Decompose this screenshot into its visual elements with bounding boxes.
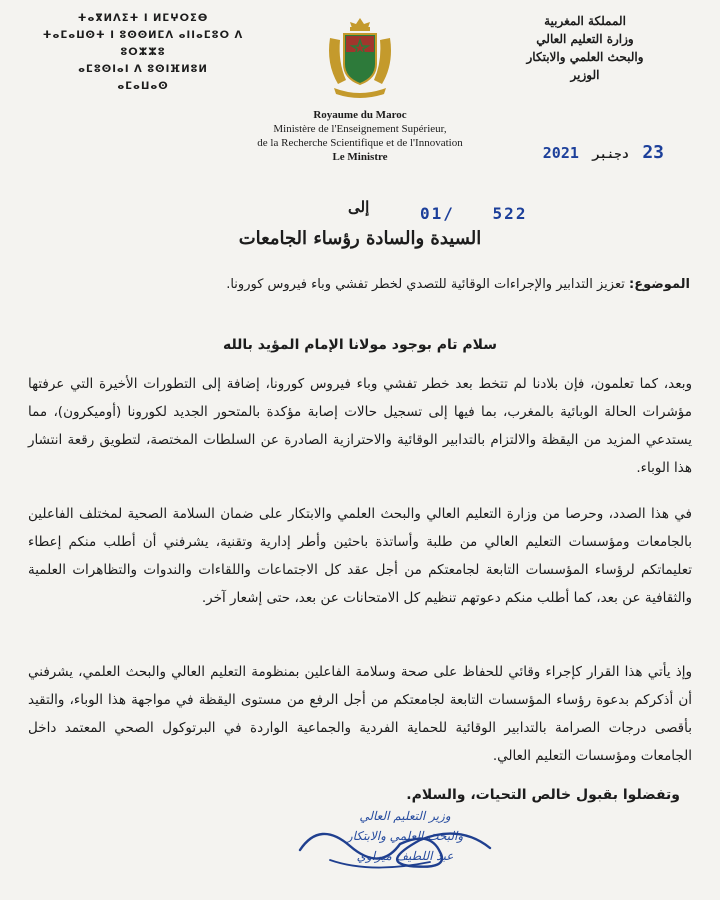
- french-header: [230, 108, 490, 164]
- ministry-fr-2: de la Recherche Scientifique et de l'Innovation: [257, 137, 463, 149]
- body-paragraph: وبعد، كما تعلمون، فإن بلادنا لم تتخط بعد خطر تفشي وباء فيروس كورونا، إضافة إلى التطورات الأخيرة التي عرفتها مؤشرات الحالة الوبائية بالمغرب، بما فيها إلى تسجيل حالات إصابة مؤكدة بالمتحور الجديد لكورونا (أوميكرون)، مما يستدعي المزيد من اليقظة والالتزام بالتدابير الوقائية والاحترازية الصادرة عن السلطات المختصة، لتطويق رقعة انتشار هذا الوباء.: [28, 376, 692, 476]
- signature-title-2: والبحث العلمي والابتكار: [346, 829, 464, 843]
- greeting: سلام تام بوجود مولانا الإمام المؤيد بالله: [222, 337, 498, 353]
- minister-label: الوزير: [570, 68, 600, 82]
- body-paragraph: وإذ يأتي هذا القرار كإجراء وقائي للحفاظ على صحة وسلامة الفاعلين بمنظومة التعليم العالي والبحث العلمي، يشرفني أن أذكركم بدعوة رؤساء المؤسسات التابعة لجامعتكم من أجل الرفع من مستوى اليقظة في مواجهة هذا الوباء، والتقيد بأقصى درجات الصرامة بالتدابير الوقائية للحماية الفردية والجماعية الواردة في البرتوكول الصحي المعتمد داخل الجامعات ومؤسسات التعليم العالي.: [28, 664, 692, 764]
- date-year: 2021: [542, 144, 579, 162]
- subject-label: الموضوع:: [629, 277, 690, 292]
- to-label: إلى: [348, 198, 370, 216]
- subject-line: [30, 274, 690, 296]
- reference-number: [420, 204, 527, 223]
- closing-line: وتفضلوا بقبول خالص التحيات، والسلام.: [406, 787, 680, 803]
- tifinagh-line: ⴰⵎⴰⵡⴰⵙ: [117, 81, 169, 92]
- minister-fr: Le Ministre: [332, 151, 388, 163]
- date-month: دجنبر: [592, 147, 629, 161]
- letter-date: [543, 142, 664, 163]
- reference-prefix: 01/: [420, 204, 455, 223]
- arabic-letterhead: [490, 12, 680, 84]
- motto-ribbon: [334, 88, 386, 98]
- kingdom-label: المملكة المغربية: [544, 14, 626, 28]
- ministry-label-2: والبحث العلمي والابتكار: [526, 50, 644, 64]
- tifinagh-line: ⴰⵎⵓⵙⵏⴰⵏ ⴷ ⵓⵙⵏⴼⵍⵓⵍ: [78, 64, 208, 75]
- tifinagh-line: ⵜⴰⴳⵍⴷⵉⵜ ⵏ ⵍⵎⵖⵔⵉⴱ: [77, 13, 209, 24]
- tifinagh-line: ⵜⴰⵎⴰⵡⵙⵜ ⵏ ⵓⵙⵙⵍⵎⴷ ⴰⵏⵏⴰⵎⵓⵔ ⴷ ⵓⵔⵣⵣⵓ: [42, 30, 244, 58]
- date-day: 23: [642, 142, 664, 163]
- kingdom-fr: Royaume du Maroc: [313, 109, 407, 121]
- reference-value: 522: [492, 204, 528, 223]
- ministry-fr: Ministère de l'Enseignement Supérieur,: [273, 123, 447, 135]
- ministry-label: وزارة التعليم العالي: [536, 32, 634, 46]
- signature-block: [290, 800, 520, 896]
- coat-of-arms-emblem: [316, 14, 404, 100]
- addressee: السيدة والسادة رؤساء الجامعات: [238, 228, 482, 249]
- signature-name: عبد اللطيف ميراوي: [356, 849, 454, 863]
- tifinagh-letterhead: [18, 10, 268, 95]
- subject-text: تعزيز التدابير والإجراءات الوقائية للتصدي لخطر تفشي وباء فيروس كورونا.: [226, 277, 625, 292]
- signature-title: وزير التعليم العالي: [359, 809, 451, 823]
- crown-icon: [350, 18, 370, 28]
- body-paragraph: في هذا الصدد، وحرصا من وزارة التعليم العالي والبحث العلمي والابتكار على ضمان السلامة الصحية لمختلف الفاعلين بالجامعات ومؤسسات التعليم العالي من طلبة وأساتذة باحثين وأطر إدارية وتقنية، يشرفني أن أطلب منكم إعطاء تعليماتكم لرؤساء المؤسسات التابعة لجامعتكم من أجل عقد كل الاجتماعات واللقاءات والندوات والتظاهرات العلمية والثقافية عن بعد، كما أطلب منكم دعوتهم تنظيم كل الامتحانات عن بعد، حتى إشعار آخر.: [28, 506, 692, 606]
